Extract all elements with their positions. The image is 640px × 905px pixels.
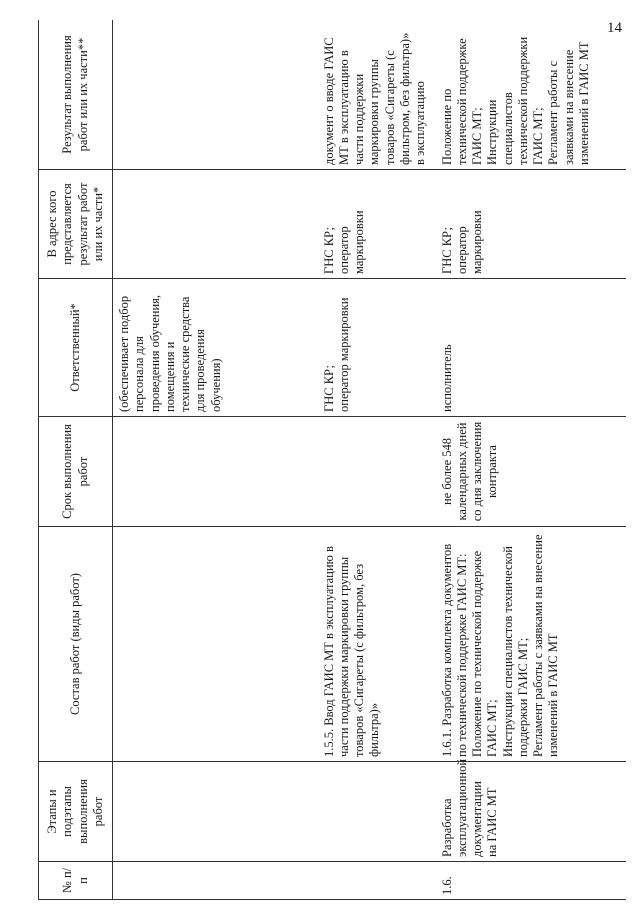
deadline-text: не более 548 календарных дней со дня заключения контракта xyxy=(439,421,500,522)
responsible-text: (обеспечивает подбор персонала для проведения обучения, помещения и технические средства для проведения обучения) xyxy=(117,294,223,412)
cell-deadline xyxy=(436,417,627,527)
cell-stage xyxy=(113,762,318,862)
composition-text: 1.6.1. Разработка комплекта документов по технической поддержке ГАИС МТ: Положение по технической поддержке ГАИС МТ; Инструкции специалистов технической поддержки ГАИС МТ; Регламент работы с заявками на внесение изменений в ГАИС МТ xyxy=(439,534,561,757)
cell-responsible xyxy=(318,279,436,417)
header-num: № п/п xyxy=(39,862,113,900)
cell-stage xyxy=(436,758,627,862)
cell-recipient xyxy=(318,170,436,279)
table-container xyxy=(38,20,626,900)
recipient-text: ГНС КР; оператор маркировки xyxy=(321,210,366,274)
cell-deadline xyxy=(318,417,436,527)
table-row xyxy=(113,20,318,900)
cell-stage xyxy=(318,762,436,862)
cell-recipient xyxy=(436,170,627,279)
page-number: 14 xyxy=(607,20,622,36)
responsible-text: исполнитель xyxy=(439,344,454,412)
cell-num xyxy=(318,862,436,900)
header-result: Результат выполнения работ или их части** xyxy=(39,20,113,170)
work-schedule-table xyxy=(38,20,626,900)
result-text: Положение по технической поддержке ГАИС МТ; Инструкции специалистов технической поддержки ГАИС МТ; Регламент работы с заявками на внесение изменений в ГАИС МТ xyxy=(439,36,591,165)
cell-composition xyxy=(318,527,436,762)
table-row xyxy=(436,20,627,900)
header-deadline: Срок выполнения работ xyxy=(39,417,113,527)
cell-responsible xyxy=(436,279,627,417)
cell-result xyxy=(318,20,436,170)
header-responsible: Ответственный* xyxy=(39,279,113,417)
cell-composition xyxy=(436,527,627,762)
stage-text: Разработка эксплуатационной документации на ГАИС МТ xyxy=(439,758,500,857)
header-composition: Состав работ (виды работ) xyxy=(39,527,113,762)
cell-deadline xyxy=(113,417,318,527)
cell-result xyxy=(436,20,627,170)
table-header-row xyxy=(39,20,113,900)
cell-num: 1.6. xyxy=(436,862,627,900)
table-row xyxy=(318,20,436,900)
cell-num xyxy=(113,862,318,900)
cell-recipient xyxy=(113,170,318,279)
composition-text: 1.5.5. Ввод ГАИС МТ в эксплуатацию в части поддержки маркировки группы товаров «Сигареты (с фильтром, без фильтра)» xyxy=(321,546,382,757)
header-stages: Этапы и подэтапы выполнения работ xyxy=(39,762,113,862)
result-text: документ о вводе ГАИС МТ в эксплуатацию в части поддержки маркировки группы товаров «Сигареты (с фильтром, без фильтра)» в эксплуатацию xyxy=(321,32,427,165)
responsible-text: ГНС КР; оператор маркировки xyxy=(321,297,351,412)
recipient-text: ГНС КР; оператор маркировки xyxy=(439,210,484,274)
header-recipient: В адрес кого представляется результат работ или их части* xyxy=(39,170,113,279)
cell-composition xyxy=(113,527,318,762)
cell-result xyxy=(113,20,318,170)
cell-responsible xyxy=(113,279,318,417)
